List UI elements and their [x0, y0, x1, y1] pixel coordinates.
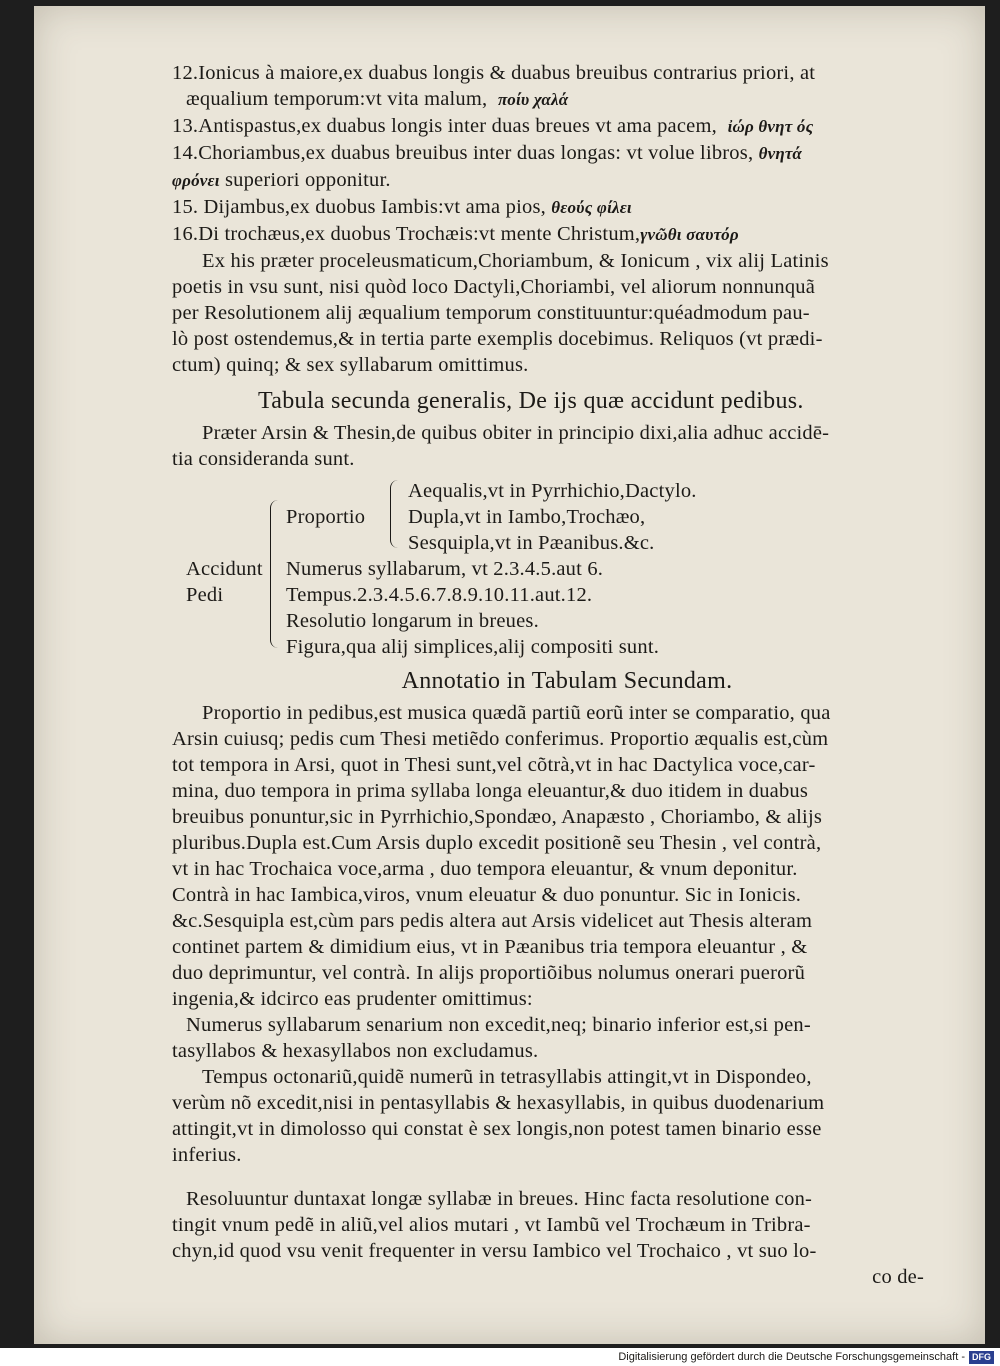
text-line: Contrà in hac Iambica,viros, vnum eleuatur & duo ponuntur. Sic in Ionicis.: [172, 884, 802, 906]
text-line: per Resolutionem alij æqualium temporum constituuntur:quéadmodum pau-: [172, 302, 810, 324]
table-item: Resolutio longarum in breues.: [286, 610, 539, 632]
text-line: &c.Sesquipla est,cùm pars pedis altera aut Arsis videlicet aut Thesis alteram: [172, 910, 813, 932]
greek-word: θνητά: [758, 144, 803, 163]
text-line: attingit,vt in dimolosso qui constat è sex longis,non potest tamen binario esse: [172, 1118, 822, 1140]
table-subitem: Aequalis,vt in Pyrrhichio,Dactylo.: [408, 480, 697, 502]
text-line: pluribus.Dupla est.Cum Arsis duplo excedit positionẽ seu Thesin , vel contrà,: [172, 832, 822, 854]
accidents-table: [172, 478, 962, 658]
text-line: Ex his præter proceleusmaticum,Choriambum, & Ionicum , vix alij Latinis: [202, 250, 829, 272]
text-line: tasyllabos & hexasyllabos non excludamus.: [172, 1040, 539, 1062]
text-line: 12.Ionicus à maiore,ex duabus longis & duabus breuibus contrarius priori, at: [172, 62, 816, 84]
text-line: breuibus ponuntur,sic in Pyrrhichio,Spondæo, Anapæsto , Choriambo, & alijs: [172, 806, 823, 828]
footer-text: Digitalisierung gefördert durch die Deutsche Forschungsgemeinschaft -: [618, 1351, 965, 1363]
text-line: Resoluuntur duntaxat longæ syllabæ in breues. Hinc facta resolutione con-: [186, 1188, 813, 1210]
text-line: verùm nõ excedit,nisi in pentasyllabis & hexasyllabis, in quibus duodenarium: [172, 1092, 825, 1114]
greek-word: ἰώρ θνητ ός: [727, 117, 814, 136]
section-heading: Annotatio in Tabulam Secundam.: [401, 668, 733, 694]
dfg-logo-icon: DFG: [969, 1351, 994, 1364]
text-line: 15. Dijambus,ex duobus Iambis:vt ama pios, θεούς φίλει: [172, 196, 632, 218]
table-item: Figura,qua alij simplices,alij compositi sunt.: [286, 636, 660, 658]
catchword: co de-: [872, 1266, 924, 1288]
text-line: inferius.: [172, 1144, 242, 1166]
table-item: Numerus syllabarum, vt 2.3.4.5.aut 6.: [286, 558, 604, 580]
table-left-label: Accidunt Pedi: [186, 558, 263, 606]
text-line: 14.Choriambus,ex duabus breuibus inter duas longas: vt volue libros, θνητά: [172, 142, 803, 164]
text-line: Proportio in pedibus,est musica quædã partiũ eorũ inter se comparatio, qua: [202, 702, 831, 724]
greek-word: ποίυ χαλά: [498, 90, 569, 109]
text-line: Numerus syllabarum senarium non excedit,neq; binario inferior est,si pen-: [186, 1014, 811, 1036]
text-line: lò post ostendemus,& in tertia parte exemplis docebimus. Reliquos (vt prædi-: [172, 328, 823, 350]
text-line: poetis in vsu sunt, nisi quòd loco Dactyli,Choriambi, vel aliorum nonnunquã: [172, 276, 816, 298]
outer-brace: [270, 500, 285, 648]
text-line: mina, duo tempora in prima syllaba longa eleuantur,& duo itidem in duabus: [172, 780, 809, 802]
text-line: Tempus octonariũ,quidẽ numerũ in tetrasyllabis attingit,vt in Dispondeo,: [202, 1066, 812, 1088]
text-line: duo deprimuntur, vel contrà. In alijs proportiõibus nolumus onerari puerorũ: [172, 962, 806, 984]
text-line: continet partem & dimidium eius, vt in Pæanibus tria tempora eleuantur , &: [172, 936, 808, 958]
text-line: tot tempora in Arsi, quot in Thesi sunt,vel cõtrà,vt in hac Dactylica voce,car-: [172, 754, 816, 776]
text-line: Præter Arsin & Thesin,de quibus obiter in principio dixi,alia adhuc accidē-: [202, 422, 830, 444]
text-line: tia consideranda sunt.: [172, 448, 355, 470]
text-line: tingit vnum pedẽ in aliũ,vel alios mutari , vt Iambũ vel Trochæum in Tribra-: [172, 1214, 811, 1236]
text-line: Arsin cuiusq; pedis cum Thesi metiẽdo conferimus. Proportio æqualis est,cùm: [172, 728, 829, 750]
greek-word: θεούς φίλει: [551, 198, 632, 217]
text-line: φρόνει superiori opponitur.: [172, 169, 391, 191]
table-subitem: Sesquipla,vt in Pæanibus.&c.: [408, 532, 655, 554]
table-item-proportio: Proportio: [286, 506, 366, 528]
table-subitem: Dupla,vt in Iambo,Trochæo,: [408, 506, 646, 528]
page-text: [172, 60, 962, 1290]
digitization-footer: [0, 1348, 1000, 1366]
text-line: chyn,id quod vsu venit frequenter in versu Iambico vel Trochaico , vt suo lo-: [172, 1240, 817, 1262]
text-line: vt in hac Trochaica voce,arma , duo tempora eleuantur, & vnum deponitur.: [172, 858, 798, 880]
text-line: 16.Di trochæus,ex duobus Trochæis:vt mente Christum,γνῶθι σαυτόρ: [172, 223, 739, 245]
table-item: Tempus.2.3.4.5.6.7.8.9.10.11.aut.12.: [286, 584, 593, 606]
text-line: ctum) quinq; & sex syllabarum omittimus.: [172, 354, 529, 376]
text-line: 13.Antispastus,ex duabus longis inter duas breues vt ama pacem, ἰώρ θνητ ός: [172, 115, 814, 137]
text-line: ingenia,& idcirco eas prudenter omittimus:: [172, 988, 533, 1010]
text-line: æqualium temporum:vt vita malum, ποίυ χαλά: [186, 88, 569, 110]
greek-word: φρόνει: [172, 171, 220, 190]
section-heading: Tabula secunda generalis, De ijs quæ accidunt pedibus.: [258, 388, 804, 414]
greek-word: γνῶθι σαυτόρ: [640, 225, 739, 244]
proportio-subitems: [408, 478, 697, 556]
